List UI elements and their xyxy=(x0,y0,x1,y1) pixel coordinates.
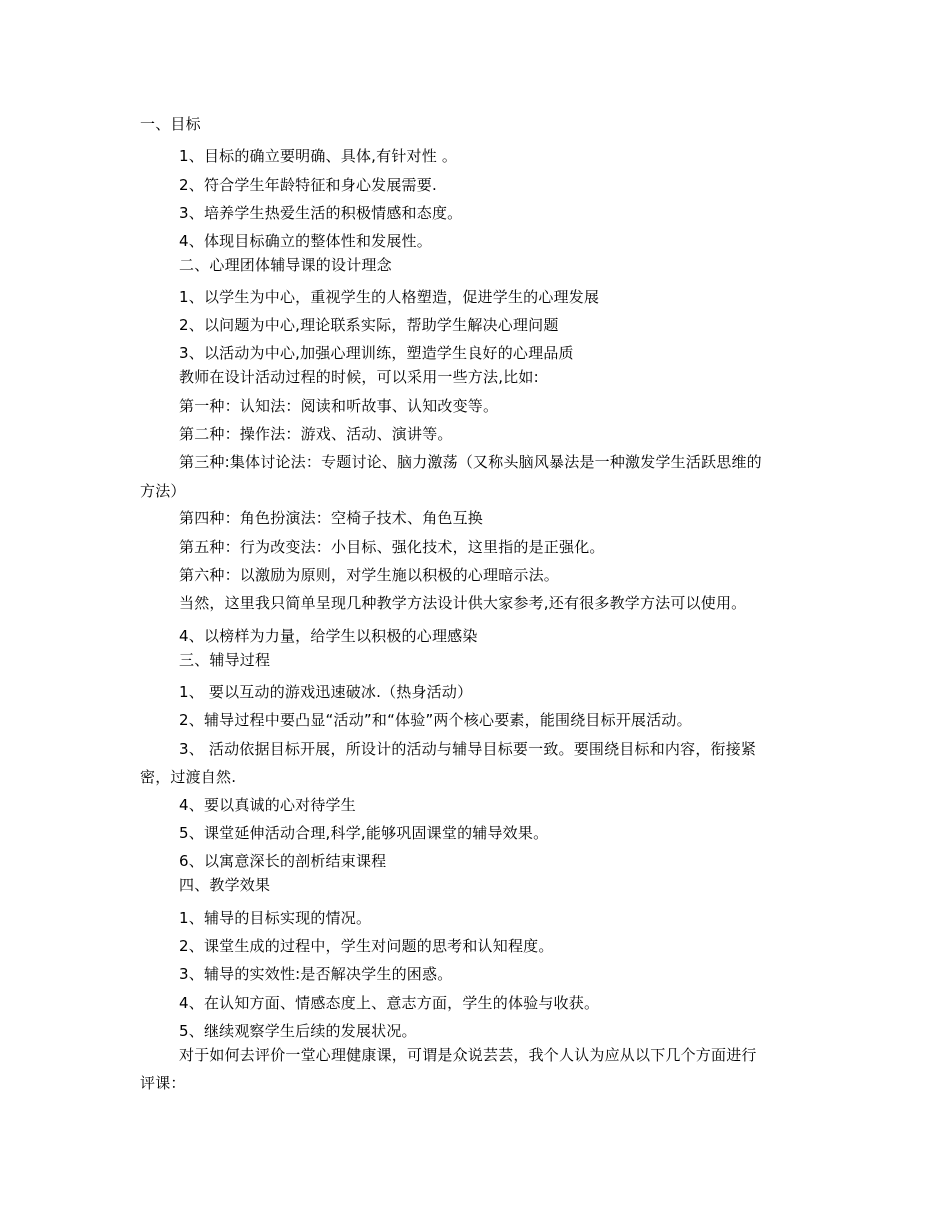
methods-intro: 教师在设计活动过程的时候，可以采用一些方法,比如: xyxy=(179,368,539,386)
process-item-1: 1、 要以互动的游戏迅速破冰.（热身活动） xyxy=(179,683,473,701)
concept-item-3: 3、以活动为中心,加强心理训练，塑造学生良好的心理品质 xyxy=(179,344,574,362)
methods-summary: 当然，这里我只简单呈现几种教学方法设计供大家参考,还有很多教学方法可以使用。 xyxy=(179,594,747,612)
process-item-6: 6、以寓意深长的剖析结束课程 xyxy=(179,852,387,870)
effect-item-5: 5、继续观察学生后续的发展状况。 xyxy=(179,1022,417,1040)
evaluation-intro: 对于如何去评价一堂心理健康课，可谓是众说芸芸，我个人认为应从以下几个方面进行 xyxy=(179,1046,757,1064)
concept-item-2: 2、以问题为中心,理论联系实际，帮助学生解决心理问题 xyxy=(179,316,559,334)
effect-item-4: 4、在认知方面、情感态度上、意志方面，学生的体验与收获。 xyxy=(179,994,600,1012)
effect-item-1: 1、辅导的目标实现的情况。 xyxy=(179,909,372,927)
effect-item-3: 3、辅导的实效性:是否解决学生的困惑。 xyxy=(179,965,453,983)
process-item-5: 5、课堂延伸活动合理,科学,能够巩固课堂的辅导效果。 xyxy=(179,824,549,842)
section-heading-process: 三、辅导过程 xyxy=(179,651,271,669)
method-1: 第一种：认知法：阅读和听故事、认知改变等。 xyxy=(179,397,499,415)
section-heading-effects: 四、教学效果 xyxy=(179,876,271,894)
concept-item-4: 4、以榜样为力量，给学生以积极的心理感染 xyxy=(179,627,478,645)
process-item-3-continued: 密，过渡自然. xyxy=(140,768,237,786)
effect-item-2: 2、课堂生成的过程中，学生对问题的思考和认知程度。 xyxy=(179,937,554,955)
section-heading-goals: 一、目标 xyxy=(140,115,201,133)
goal-item-2: 2、符合学生年龄特征和身心发展需要. xyxy=(179,176,437,194)
method-3-continued: 方法） xyxy=(140,482,186,500)
process-item-2: 2、辅导过程中要凸显“活动”和“体验”两个核心要素，能围绕目标开展活动。 xyxy=(179,711,692,729)
concept-item-1: 1、以学生为中心，重视学生的人格塑造，促进学生的心理发展 xyxy=(179,288,600,306)
method-5: 第五种：行为改变法：小目标、强化技术，这里指的是正强化。 xyxy=(179,538,605,556)
method-6: 第六种：以激励为原则，对学生施以积极的心理暗示法。 xyxy=(179,566,560,584)
evaluation-intro-continued: 评课： xyxy=(140,1074,186,1092)
goal-item-1: 1、目标的确立要明确、具体,有针对性 。 xyxy=(179,147,458,165)
section-heading-design-concept: 二、心理团体辅导课的设计理念 xyxy=(179,256,392,274)
process-item-3: 3、 活动依据目标开展，所设计的活动与辅导目标要一致。要围绕目标和内容，衔接紧 xyxy=(179,740,757,758)
method-2: 第二种：操作法：游戏、活动、演讲等。 xyxy=(179,425,453,443)
goal-item-4: 4、体现目标确立的整体性和发展性。 xyxy=(179,232,432,250)
method-3: 第三种:集体讨论法：专题讨论、脑力激荡（又称头脑风暴法是一种激发学生活跃思维的 xyxy=(179,453,762,471)
method-4: 第四种：角色扮演法：空椅子技术、角色互换 xyxy=(179,509,484,527)
goal-item-3: 3、培养学生热爱生活的积极情感和态度。 xyxy=(179,204,463,222)
process-item-4: 4、要以真诚的心对待学生 xyxy=(179,796,356,814)
